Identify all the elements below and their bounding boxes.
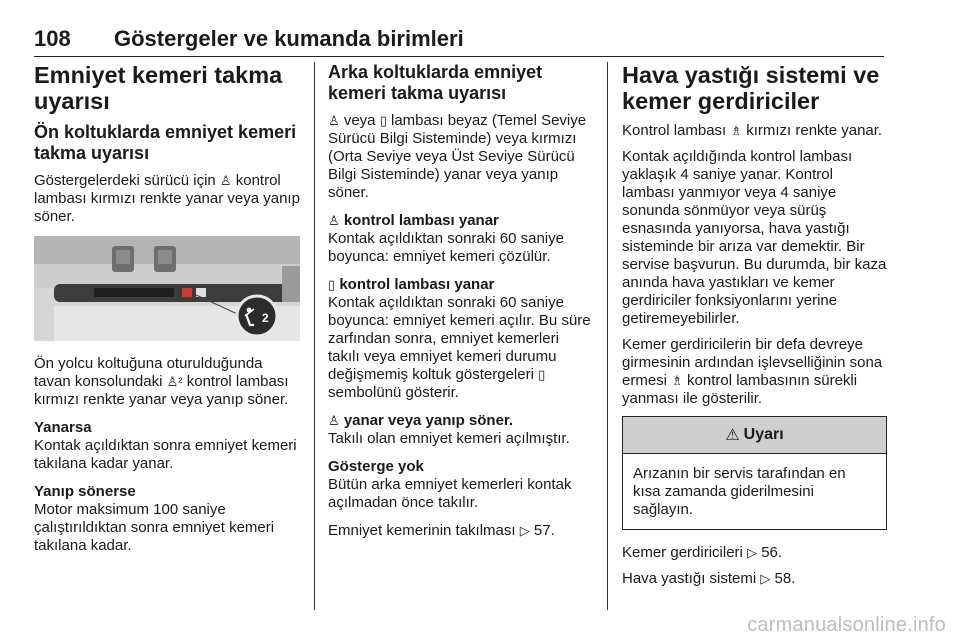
square-symbol-icon: ▯	[328, 277, 336, 292]
page-reference[interactable]: Kemer gerdiricileri ▷ 56.	[622, 544, 783, 561]
paragraph: Kontak açıldıktan sonraki 60 saniye boyunca: emniyet kemeri açılır. Bu süre zarfından sonra, emniyet kemerleri takılı veya emniyet kemeri durumu değişmemiş koltuk göstergeleri ▯ sembolünü gösterir.	[328, 294, 591, 401]
subsection-heading: Ön koltuklarda emniyet kemeri takma uyarısı	[34, 122, 297, 163]
square-symbol-icon: ▯	[379, 113, 387, 128]
page-ref-arrow-icon: ▷	[747, 545, 758, 560]
column-divider	[314, 62, 315, 610]
page-header	[34, 22, 884, 57]
seatbelt-icon: ♙	[219, 173, 232, 188]
seatbelt-icon: ♙	[328, 213, 340, 228]
subtopic-title: ♙ kontrol lambası yanar	[328, 212, 499, 229]
column-1	[34, 62, 300, 565]
page-title: Göstergeler ve kumanda birimleri	[114, 26, 464, 51]
paragraph: Göstergelerdeki sürücü için ♙ kontrol lambası kırmızı renkte yanar veya yanıp söner.	[34, 172, 300, 225]
paragraph: ♙ veya ▯ lambası beyaz (Temel Seviye Sürücü Bilgi Sisteminde) veya kırmızı (Orta Seviye veya Üst Seviye Sürücü Bilgi Sisteminde) yanar veya yanıp söner.	[328, 112, 587, 201]
section-heading: Emniyet kemeri takma uyarısı	[34, 62, 283, 114]
paragraph: Ön yolcu koltuğuna oturulduğunda tavan konsolundaki ♙² kontrol lambası kırmızı renkte yanar veya yanıp söner.	[34, 355, 289, 408]
section-heading: Hava yastığı sistemi ve kemer gerdiriciler	[622, 62, 880, 114]
photo-badge-number: 2	[262, 311, 269, 325]
subtopic-title: Gösterge yok	[328, 458, 424, 475]
page-reference[interactable]: Emniyet kemerinin takılması ▷ 57.	[328, 522, 555, 539]
subtopic-title: Yanarsa	[34, 419, 92, 436]
airbag-icon: ♗	[671, 373, 683, 388]
subtopic-title: ▯ kontrol lambası yanar	[328, 276, 495, 293]
seatbelt-icon: ♙	[328, 113, 340, 128]
page-ref-arrow-icon: ▷	[519, 523, 530, 538]
seatbelt-icon: ♙²	[166, 374, 183, 389]
column-2	[328, 62, 594, 550]
paragraph: Kemer gerdiricilerin bir defa devreye girmesinin ardından işlevselliğinin sona ermesi ♗ kontrol lambasının sürekli yanması ile gösterilir.	[622, 336, 883, 407]
paragraph: Kontrol lambası ♗ kırmızı renkte yanar.	[622, 122, 883, 139]
page-reference[interactable]: Hava yastığı sistemi ▷ 58.	[622, 570, 796, 587]
warning-triangle-icon: ⚠	[725, 427, 740, 444]
paragraph: Kontak açıldığında kontrol lambası yaklaşık 4 saniye yanar. Kontrol lambası yanmıyor veya 4 saniye sonunda sönmüyor veya sürüş esnasında yanıyorsa, hava yastığı sisteminde bir arıza var demektir. Bir servise başvurun. Bu durumda, bir kaza anında hava yastıkları ve kemer gerdiriciler fonksiyonlarını yerine getiremeyebilirler.	[622, 148, 887, 327]
paragraph: Kontak açıldıktan sonra emniyet kemeri takılana kadar yanar.	[34, 437, 297, 472]
roof-console-photo	[34, 236, 300, 341]
warning-header	[623, 417, 886, 454]
warning-box	[622, 416, 887, 530]
section-heading: Arka koltuklarda emniyet kemeri takma uyarısı	[328, 62, 543, 103]
square-symbol-icon: ▯	[538, 367, 546, 382]
subtopic-title: ♙ yanar veya yanıp söner.	[328, 412, 514, 429]
paragraph: Takılı olan emniyet kemeri açılmıştır.	[328, 430, 570, 447]
column-divider	[607, 62, 608, 610]
page-ref-arrow-icon: ▷	[760, 571, 771, 586]
paragraph: Bütün arka emniyet kemerleri kontak açılmadan önce takılır.	[328, 476, 572, 511]
paragraph: Motor maksimum 100 saniye çalıştırıldıktan sonra emniyet kemeri takılana kadar.	[34, 501, 275, 554]
page-number: 108	[34, 26, 71, 51]
warning-text: Arızanın bir servis tarafından en kısa zamanda giderilmesini sağlayın.	[633, 465, 846, 518]
airbag-icon: ♗	[730, 123, 743, 138]
warning-title: Uyarı	[743, 426, 784, 443]
seatbelt-icon: ♙	[328, 413, 340, 428]
column-3	[622, 62, 887, 596]
paragraph: Kontak açıldıktan sonraki 60 saniye boyunca: emniyet kemeri çözülür.	[328, 230, 564, 265]
watermark: carmanualsonline.info	[747, 614, 946, 636]
subtopic-title: Yanıp sönerse	[34, 483, 136, 500]
